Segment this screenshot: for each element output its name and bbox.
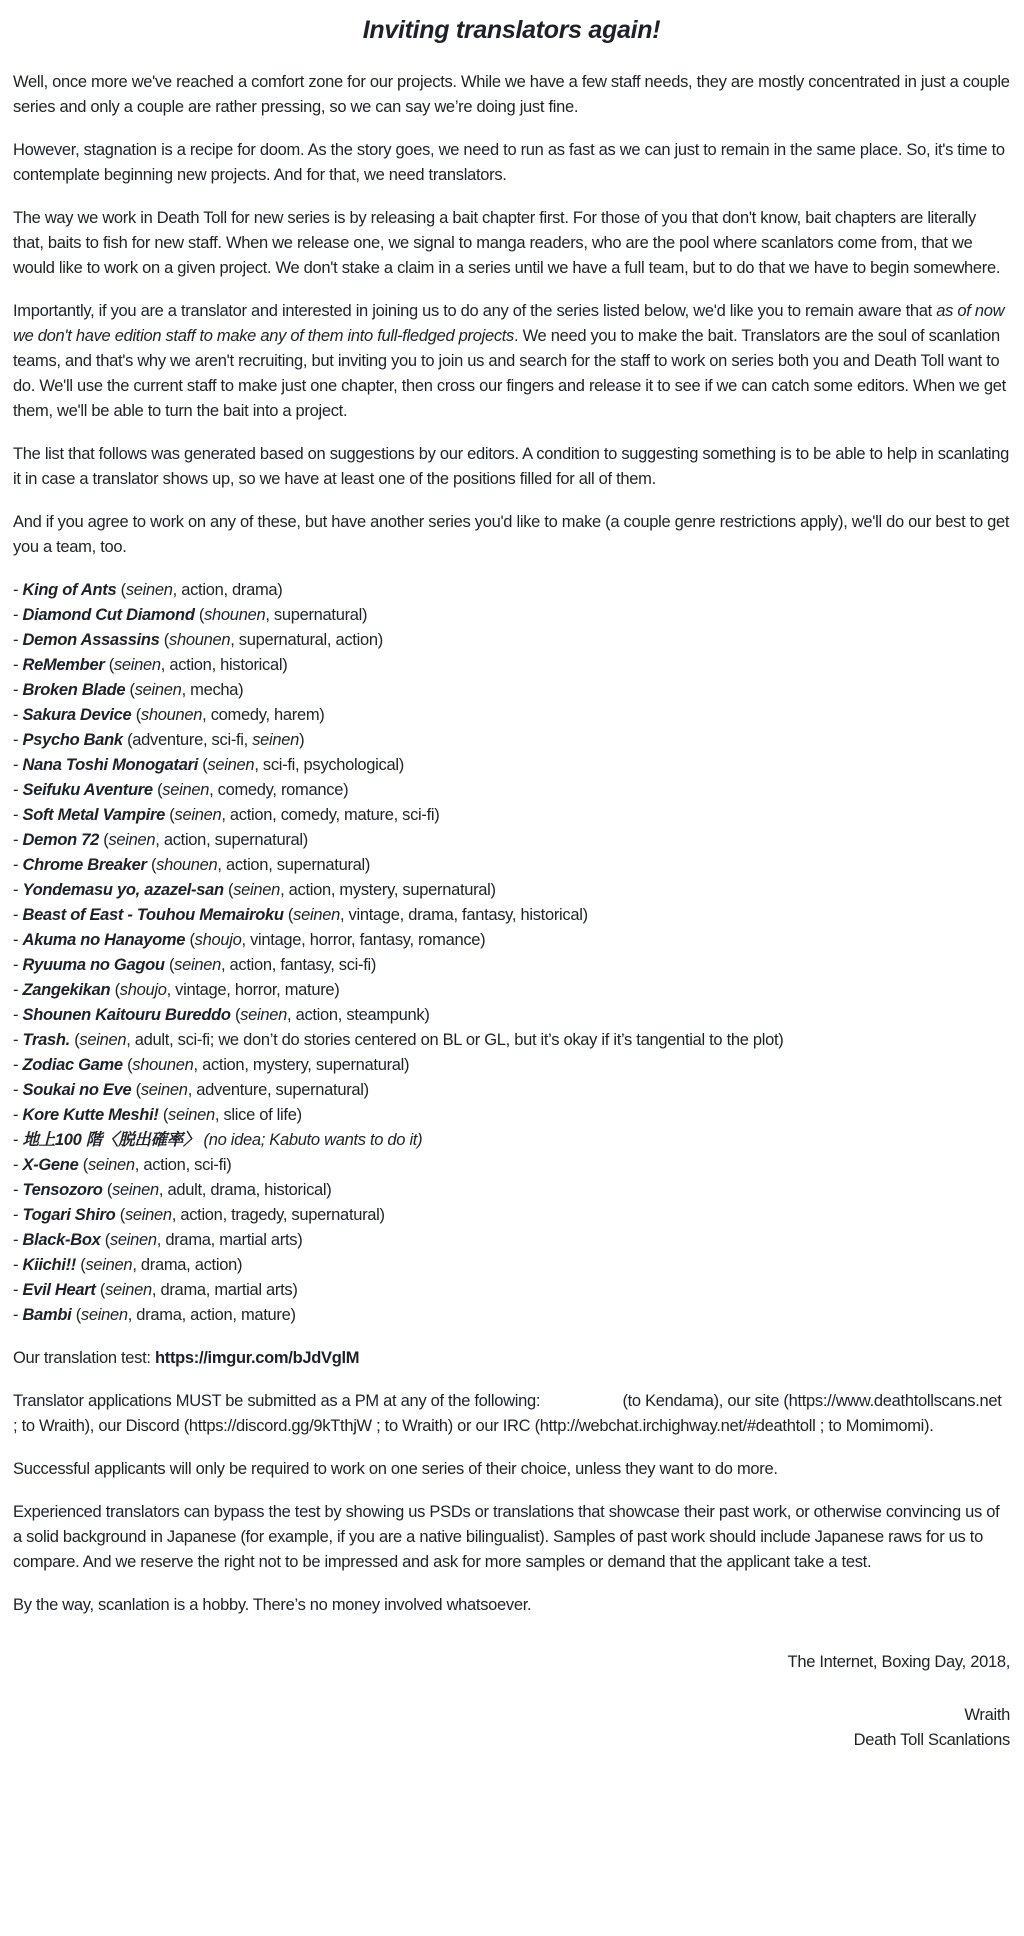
series-list-item [13,1128,1010,1153]
text-segment: , vintage, drama, fantasy, historical) [339,906,588,924]
text-segment: shounen [169,631,231,649]
text-segment: , mecha) [181,681,244,699]
text-segment: ( [230,1006,241,1024]
text-segment: seinen [140,1081,188,1099]
text-segment: ( [164,956,175,974]
text-segment: Sakura Device [22,706,132,724]
page-title: Inviting translators again! [362,16,661,44]
text-segment: , drama, martial arts) [151,1281,298,1299]
paragraph-successful [13,1457,1010,1482]
text-segment: X-Gene [22,1156,79,1174]
text-segment: - [13,831,23,849]
text-segment: - [13,756,23,774]
text-segment: By the way, scanlation is a hobby. There’s no money involved whatsoever. [13,1596,532,1614]
text-segment: The way we work in Death Toll for new series is by releasing a bait chapter first. For those of you that don't know, bait chapters are literally that, baits to fish for new staff. When we release one, we signal to manga readers, who are the pool where scanlators come from, that we would like to work on a given project. We don't stake a claim in a series until we have a full team, but to do that we have to begin somewhere. [13,209,1001,277]
text-segment: ( [76,1256,86,1274]
text-segment: seinen [134,681,182,699]
text-segment: , action, mystery, supernatural) [193,1056,410,1074]
series-list-item [13,928,1010,953]
text-segment: shounen [140,706,203,724]
paragraph-other-series [13,510,1010,560]
text-segment: Kiichi!! [22,1256,76,1274]
text-segment: And if you agree to work on any of these, but have another series you'd like to make (a couple genre restrictions apply), we'll do our best to get you a team, too. [13,513,1010,556]
text-segment: - [13,606,23,624]
text-segment: , comedy, harem) [202,706,325,724]
series-list-item [13,1178,1010,1203]
text-segment: , action, sci-fi) [134,1156,232,1174]
text-segment: - [13,1131,23,1149]
text-segment: seinen [124,1206,172,1224]
imgur-link: https://imgur.com/bJdVglM [154,1349,360,1367]
text-segment: , action, mystery, supernatural) [280,881,496,899]
paragraph-comfort-zone [13,70,1010,120]
text-segment: - [13,1281,23,1299]
series-list-item [13,653,1010,678]
text-segment: ( [194,606,205,624]
series-list-item [13,628,1010,653]
text-segment: However, stagnation is a recipe for doom. As the story goes, we need to run as fast as we can just to remain in the same place. So, it's time to contemplate beginning new projects. And for that, we need translators. [13,141,1005,184]
text-segment: - [13,731,23,749]
series-list-item [13,903,1010,928]
paragraph-experienced [13,1500,1010,1575]
text-segment: - [13,1056,23,1074]
text-segment: shounen [132,1056,194,1074]
text-segment: , vintage, horror, mature) [166,981,340,999]
series-list-item [13,753,1010,778]
series-list-item [13,828,1010,853]
text-segment: Zodiac Game [22,1056,123,1074]
text-segment: , drama, martial arts) [156,1231,303,1249]
text-segment: Evil Heart [22,1281,96,1299]
text-segment: seinen [108,831,156,849]
text-segment: shounen [204,606,266,624]
text-segment: Demon 72 [22,831,99,849]
text-segment: seinen [162,781,210,799]
text-segment: - [13,581,23,599]
text-segment: shounen [156,856,218,874]
text-segment: Trash. [22,1031,70,1049]
text-segment: - [13,631,23,649]
text-segment: shoujo [119,981,167,999]
text-segment: Akuma no Hanayome [22,931,186,949]
series-list-item [13,1153,1010,1178]
text-segment: - [13,881,23,899]
text-segment: - [13,1306,23,1324]
series-list-item [13,1053,1010,1078]
text-segment: Wraith [964,1706,1010,1724]
text-segment: seinen [207,756,255,774]
text-segment: ( [152,781,163,799]
text-segment: Death Toll Scanlations [853,1731,1010,1749]
paragraph-translation-test [13,1346,1010,1371]
text-segment: , sci-fi, psychological) [254,756,404,774]
text-segment: seinen [79,1031,127,1049]
text-segment: seinen [113,656,161,674]
text-segment: - [13,981,23,999]
text-segment: - [13,706,23,724]
paragraph-hobby [13,1593,1010,1618]
series-list-item [13,878,1010,903]
text-segment: - [13,1156,23,1174]
text-segment: seinen [174,806,222,824]
text-segment: seinen [125,581,173,599]
series-list-item [13,1228,1010,1253]
text-segment: ( [104,656,114,674]
series-list [13,578,1010,1328]
text-segment: ( [69,1031,80,1049]
text-segment: seinen [80,1306,128,1324]
text-segment: Importantly, if you are a translator and interested in joining us to do any of the series listed below, we'd like you to remain aware that [13,302,937,320]
text-segment: - [13,1256,23,1274]
text-segment: , supernatural, action) [230,631,383,649]
text-segment: , drama, action) [132,1256,243,1274]
text-segment: - [13,856,23,874]
text-segment: ( [283,906,294,924]
text-segment: ( [125,681,135,699]
text-segment: Soukai no Eve [22,1081,132,1099]
series-list-item [13,1103,1010,1128]
series-list-item [13,678,1010,703]
text-segment: Shounen Kaitouru Bureddo [22,1006,231,1024]
text-segment: - [13,1181,23,1199]
series-list-item [13,1003,1010,1028]
text-segment: ) [299,731,305,749]
text-segment: seinen [240,1006,287,1024]
text-segment: Chrome Breaker [22,856,147,874]
text-segment: - [13,1106,23,1124]
text-segment: - [13,1031,23,1049]
text-segment: - [13,656,23,674]
text-segment: ( [198,756,208,774]
text-segment: ( [98,831,109,849]
text-segment: Our translation test: [13,1349,155,1367]
text-segment: - [13,1206,23,1224]
text-segment: ( [78,1156,88,1174]
text-segment: , drama, action, mature) [127,1306,296,1324]
paragraph-list-origin [13,442,1010,492]
text-segment: (to Kendama), our site (https://www.deathtollscans.net ; to Wraith), our Discord (https://discord.gg/9kTthjW ; to Wraith) or our IRC (http://webchat.irchighway.net/#deathtoll ; to Momimomi). [13,1392,1002,1435]
text-segment: Seifuku Aventure [22,781,153,799]
text-segment: - [13,1081,23,1099]
text-segment: , vintage, horror, fantasy, romance) [241,931,486,949]
series-list-item [13,1253,1010,1278]
text-segment: Soft Metal Vampire [22,806,166,824]
signature-date [13,1650,1010,1675]
series-list-item [13,703,1010,728]
text-segment: ( [185,931,195,949]
text-segment: , action, historical) [160,656,288,674]
text-segment: ( [159,631,169,649]
text-segment: - [13,806,23,824]
text-segment: seinen [252,731,300,749]
text-segment: seinen [85,1256,133,1274]
text-segment: - [13,781,23,799]
text-segment: (adventure, sci-fi, [122,731,253,749]
text-segment: Translator applications MUST be submitted as a PM at any of the following: [13,1392,541,1410]
text-segment: ( [223,881,234,899]
text-segment: , action, supernatural) [155,831,308,849]
text-segment: Beast of East - Touhou Memairoku [22,906,284,924]
text-segment: The list that follows was generated based on suggestions by our editors. A condition to suggesting something is to be able to help in scanlating it in case a translator shows up, so we have at least one of the positions filled for all of them. [13,445,1010,488]
text-segment: seinen [168,1106,215,1124]
text-segment: ( [131,706,141,724]
text-segment: , action, comedy, mature, sci-fi) [221,806,440,824]
text-segment: , adventure, supernatural) [187,1081,369,1099]
text-segment: Bambi [22,1306,72,1324]
text-segment: Ryuuma no Gagou [22,956,165,974]
signature-names [13,1703,1010,1753]
text-segment: , action, supernatural) [217,856,371,874]
series-list-item [13,1278,1010,1303]
text-segment: Nana Toshi Monogatari [22,756,198,774]
text-segment: seinen [293,906,340,924]
series-list-item [13,728,1010,753]
paragraph-stagnation [13,138,1010,188]
text-segment: Experienced translators can bypass the test by showing us PSDs or translations that showcase their past work, or otherwise convincing us of a solid background in Japanese (for example, if you are a native bilingualist). Samples of past work should include Japanese raws for us to compare. And we reserve the right not to be impressed and ask for more samples or demand that the applicant take a test. [13,1503,1000,1571]
text-segment: seinen [105,1281,152,1299]
text-segment: ( [158,1106,169,1124]
text-segment: . We need you to make the bait. Translators are the soul of scanlation teams, and that's why we aren't recruiting, but inviting you to join us and search for the staff to work on series both you and Death Toll want to do. We'll use the current staff to make just one chapter, then cross our fingers and release it to see if we can catch some editors. When we get them, we'll be able to turn the bait into a project. [13,327,1006,420]
text-segment: (no idea; Kabuto wants to do it) [203,1131,423,1149]
text-segment: seinen [233,881,281,899]
text-segment: shoujo [194,931,242,949]
text-segment: ( [122,1056,133,1074]
text-segment: - [13,1231,23,1249]
series-list-item [13,1078,1010,1103]
document-body [13,70,1010,1753]
text-segment: , supernatural) [265,606,368,624]
text-segment: , adult, drama, historical) [158,1181,332,1199]
series-list-item [13,953,1010,978]
text-segment: - [13,1006,23,1024]
text-segment: - [13,681,23,699]
text-segment: Successful applicants will only be required to work on one series of their choice, unless they want to do more. [13,1460,778,1478]
text-segment: ( [115,1206,125,1224]
series-list-item [13,803,1010,828]
text-segment: , action, tragedy, supernatural) [171,1206,385,1224]
text-segment: , action, steampunk) [287,1006,430,1024]
text-segment: - [13,931,23,949]
text-segment: , comedy, romance) [209,781,349,799]
text-segment: - [13,906,23,924]
text-segment: ( [110,981,120,999]
text-segment: Black-Box [22,1231,101,1249]
text-segment: Demon Assassins [22,631,160,649]
text-segment: , action, drama) [172,581,283,599]
series-list-item [13,778,1010,803]
series-list-item [13,1303,1010,1328]
series-list-item [13,603,1010,628]
text-segment: ( [95,1281,106,1299]
series-list-item [13,1028,1010,1053]
text-segment: ( [131,1081,141,1099]
text-segment: Diamond Cut Diamond [22,606,195,624]
text-segment: Broken Blade [22,681,126,699]
text-segment: Togari Shiro [22,1206,116,1224]
text-segment: , action, fantasy, sci-fi) [220,956,377,974]
text-segment: ( [165,806,175,824]
text-segment: The Internet, Boxing Day, 2018, [787,1653,1010,1671]
text-segment: - [13,956,23,974]
text-segment: seinen [87,1156,135,1174]
text-segment: ( [71,1306,81,1324]
text-segment: seinen [112,1181,159,1199]
text-segment: ( [102,1181,113,1199]
series-list-item [13,853,1010,878]
series-list-item [13,1203,1010,1228]
text-segment: ( [100,1231,110,1249]
text-segment: 地上100 階〈脱出確率〉 [22,1131,200,1149]
paragraph-importantly [13,299,1010,424]
text-segment: seinen [174,956,221,974]
paragraph-bait-chapter [13,206,1010,281]
text-segment: , slice of life) [214,1106,302,1124]
paragraph-applications [13,1389,1010,1439]
series-list-item [13,978,1010,1003]
text-segment: Psycho Bank [22,731,123,749]
text-segment: , adult, sci-fi; we don’t do stories centered on BL or GL, but it’s okay if it’s tangential to the plot) [126,1031,784,1049]
text-segment: ( [116,581,126,599]
text-segment: Kore Kutte Meshi! [22,1106,159,1124]
text-segment: Yondemasu yo, azazel-san [22,881,224,899]
text-segment: ReMember [22,656,105,674]
text-segment: Zangekikan [22,981,111,999]
text-segment: Well, once more we've reached a comfort zone for our projects. While we have a few staff needs, they are mostly concentrated in just a couple series and only a couple are rather pressing, so we can say we’re doing just fine. [13,73,1010,116]
text-segment: ( [146,856,157,874]
text-segment: King of Ants [22,581,117,599]
series-list-item [13,578,1010,603]
text-segment: as of now we don't have edition staff to make any of them into full-fledged projects [13,302,1005,345]
text-segment: seinen [109,1231,157,1249]
text-segment: Tensozoro [22,1181,103,1199]
